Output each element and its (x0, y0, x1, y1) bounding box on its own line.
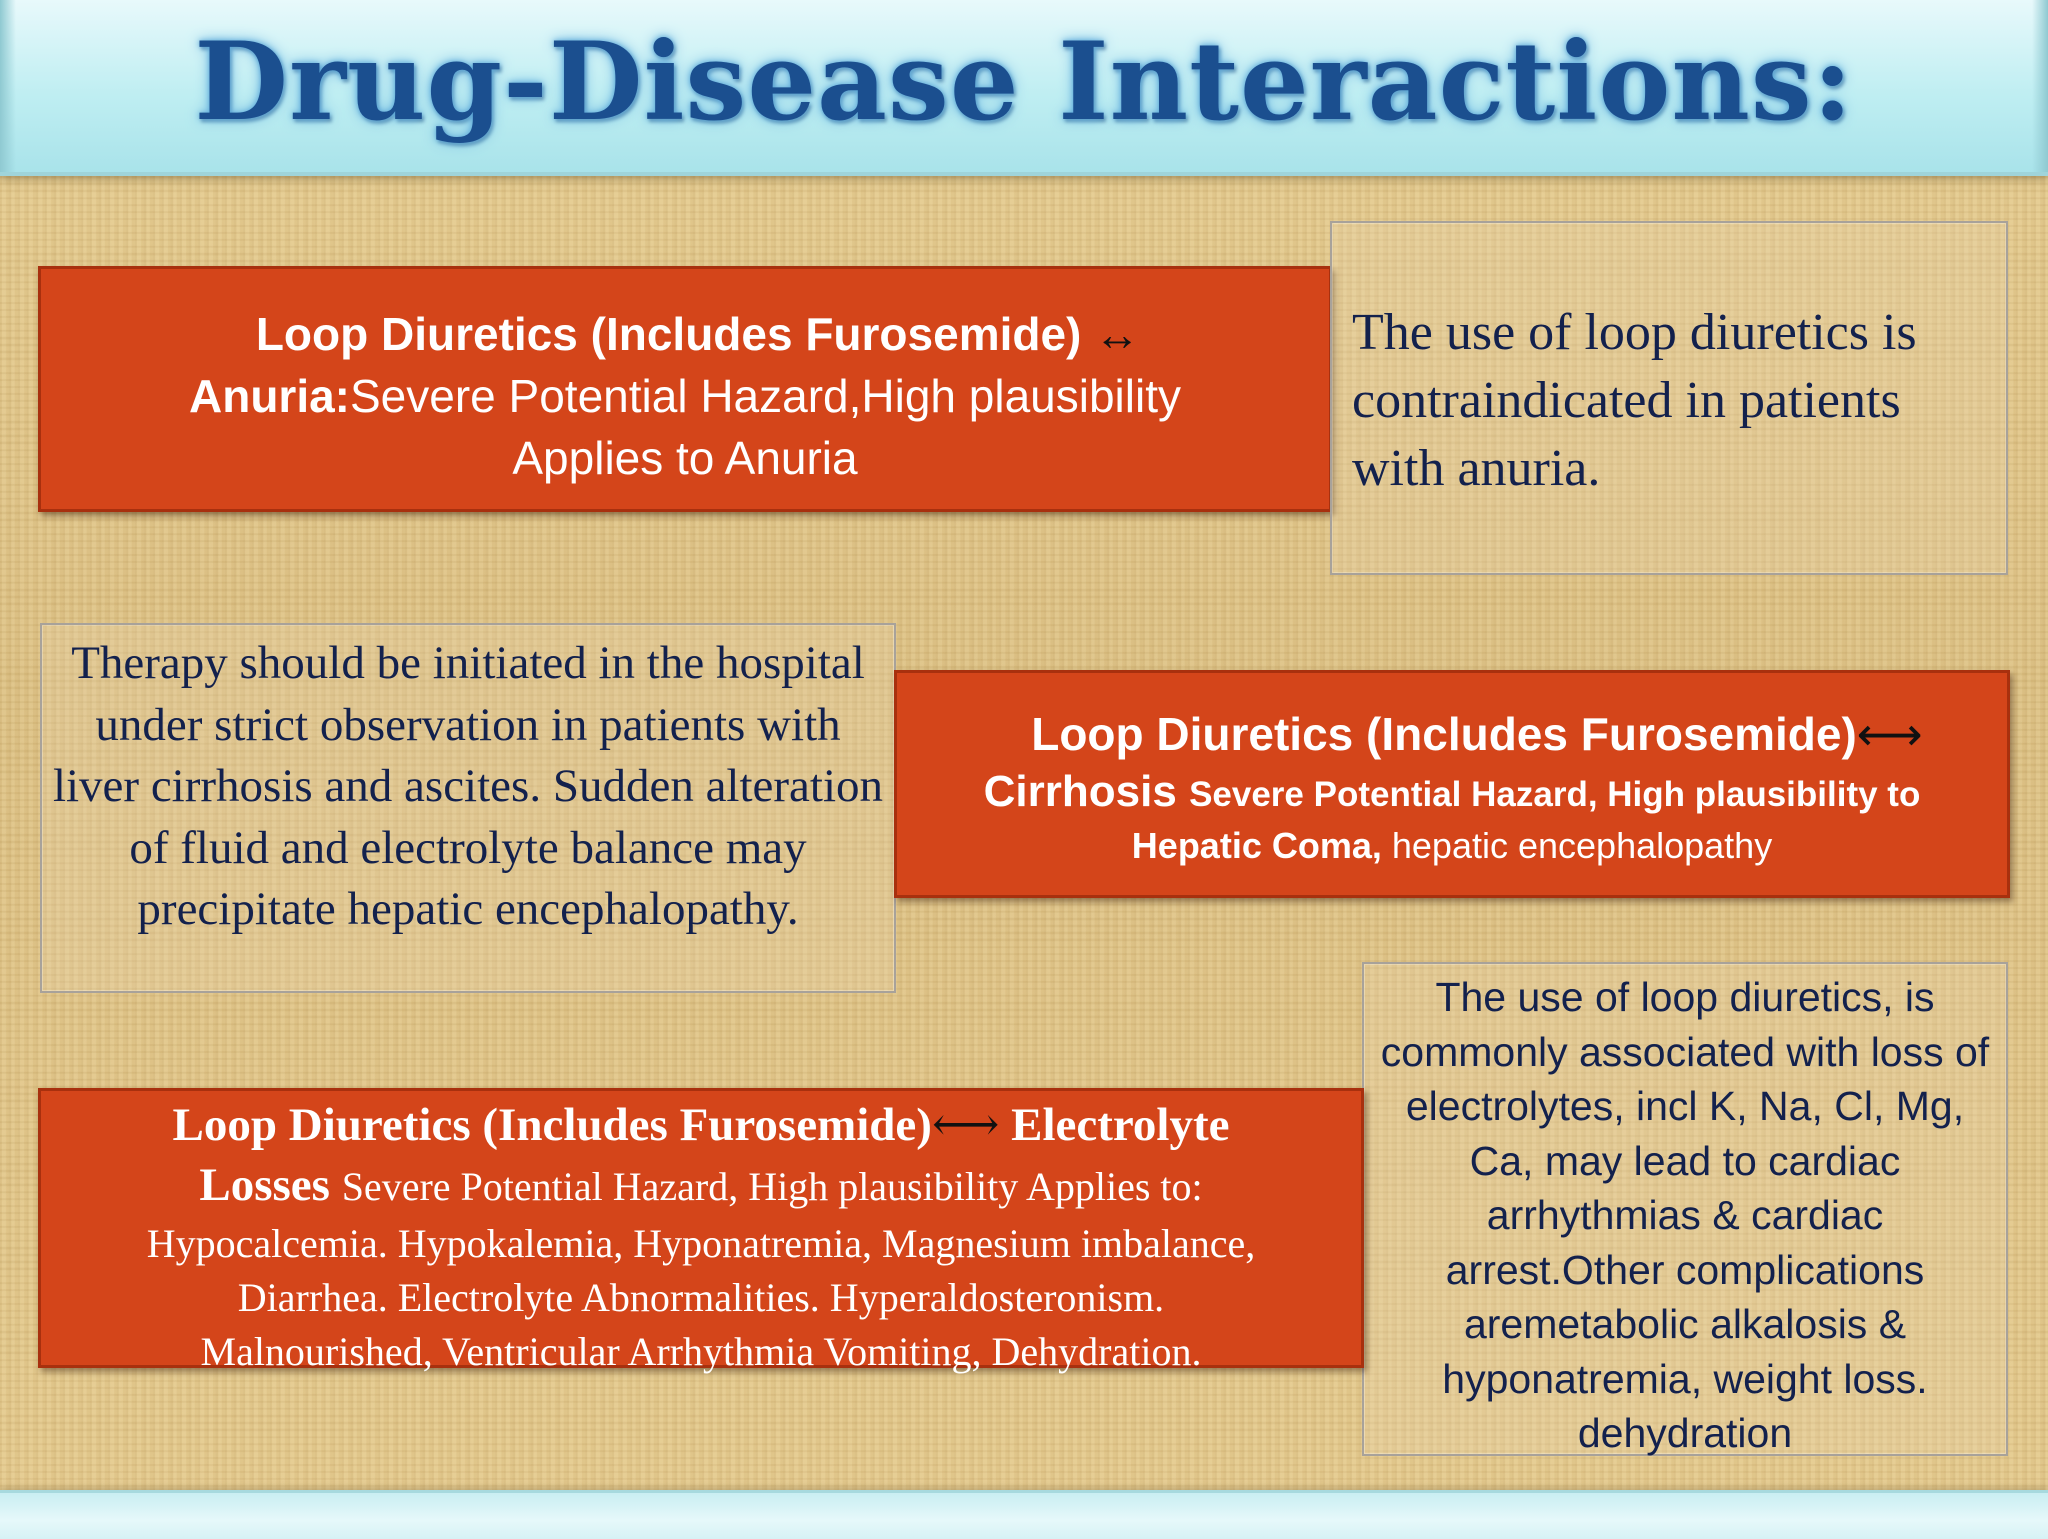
electrolyte-box-condition-start: Electrolyte (1011, 1099, 1230, 1151)
cirrhosis-box-hazard-line (917, 765, 1987, 822)
title-banner (0, 0, 2048, 176)
cirrhosis-box-hazard: Severe Potential Hazard, High plausibility to (1189, 775, 1921, 814)
anuria-box-hazard-line (81, 365, 1289, 427)
anuria-note: The use of loop diuretics is contraindicated in patients with anuria. (1330, 221, 2008, 575)
cirrhosis-interaction-box (894, 670, 2010, 898)
anuria-interaction-box (38, 266, 1332, 512)
anuria-box-hazard: Severe Potential Hazard,High plausibility (350, 370, 1181, 422)
electrolyte-box-condition-end: Losses (199, 1159, 330, 1211)
cirrhosis-box-hepatic-coma: Hepatic Coma, (1131, 825, 1382, 866)
bidirectional-arrow-icon: ↔ (1094, 308, 1141, 360)
bottom-banner (0, 1490, 2048, 1539)
anuria-box-applies: Applies to Anuria (512, 432, 858, 484)
cirrhosis-box-applies (917, 822, 1987, 870)
electrolyte-note: The use of loop diuretics, is commonly associated with loss of electrolytes, incl K, Na, Cl, Mg, Ca, may lead to cardiac arrhythmias & cardiac arrest.Other complications aremetabolic alkalosis & hyponatremia, weight loss. dehydration (1362, 962, 2008, 1456)
anuria-box-condition: Anuria: (189, 370, 350, 422)
cirrhosis-box-condition: Cirrhosis (983, 767, 1177, 816)
electrolyte-box-conditions-line-2: Diarrhea. Electrolyte Abnormalities. Hyperaldosteronism. (237, 1275, 1165, 1320)
anuria-box-drug-name: Loop Diuretics (Includes Furosemide) (255, 308, 1082, 360)
slide-title: Drug-Disease Interactions: (194, 19, 1854, 145)
electrolyte-box-heading (55, 1095, 1347, 1155)
anuria-box-heading (81, 303, 1289, 365)
electrolyte-box-conditions-line-3: Malnourished, Ventricular Arrhythmia Vomiting, Dehydration. (200, 1329, 1202, 1374)
cirrhosis-box-encephalopathy: hepatic encephalopathy (1391, 825, 1773, 866)
electrolyte-box-drug-name: Loop Diuretics (Includes Furosemide) (172, 1099, 932, 1151)
electrolyte-box-hazard: Severe Potential Hazard, High plausibility Applies to: (341, 1164, 1203, 1209)
cirrhosis-note: Therapy should be initiated in the hospital under strict observation in patients with liver cirrhosis and ascites. Sudden alteration of fluid and electrolyte balance may precipitate hepatic encephalopathy. (40, 623, 896, 993)
electrolyte-interaction-box (38, 1088, 1364, 1374)
cirrhosis-box-heading (917, 703, 1987, 765)
electrolyte-box-conditions-line-1: Hypocalcemia. Hypokalemia, Hyponatremia, Magnesium imbalance, (146, 1221, 1256, 1266)
bidirectional-arrow-icon: ⟷ (931, 1099, 1000, 1151)
electrolyte-box-hazard-line (55, 1155, 1347, 1217)
cirrhosis-box-drug-name: Loop Diuretics (Includes Furosemide) (1031, 708, 1857, 760)
bidirectional-arrow-icon: ⟷ (1856, 708, 1923, 760)
